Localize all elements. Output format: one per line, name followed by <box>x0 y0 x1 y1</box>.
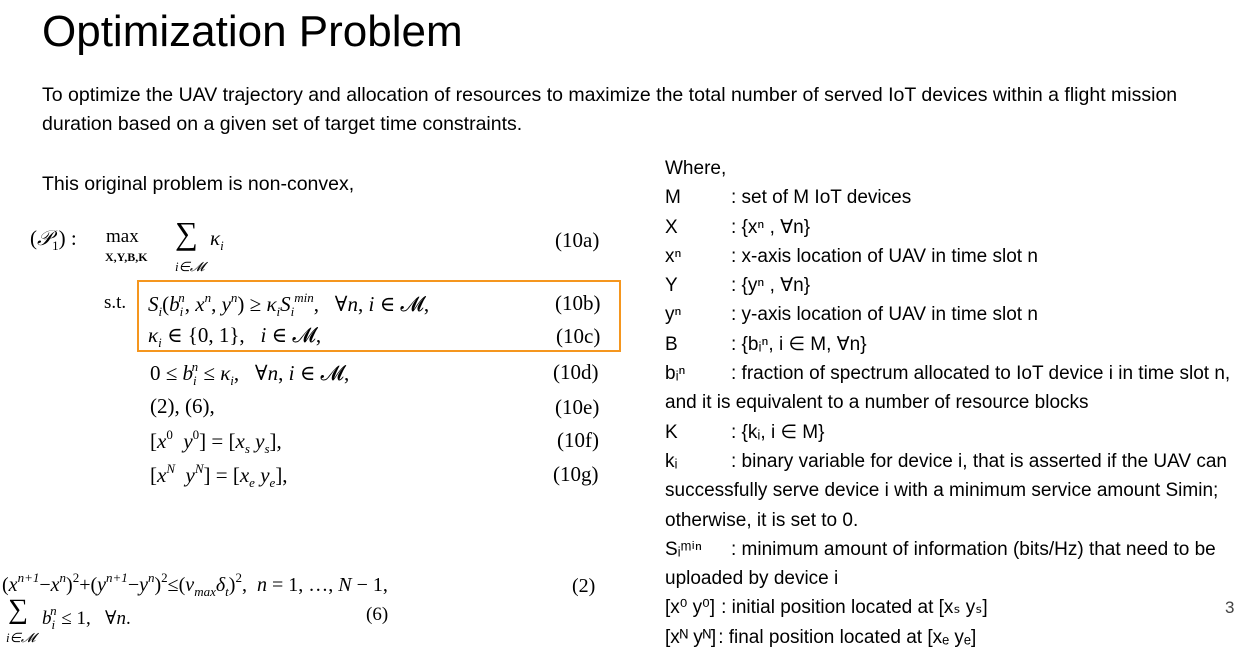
objective-term: $\kappa_i$ <box>210 226 224 253</box>
def-desc: : {bᵢⁿ, i ∈ M, ∀n} <box>731 333 867 355</box>
sum-index: i∈𝓜 <box>6 630 36 645</box>
definition-item <box>665 300 1245 329</box>
definitions-heading: Where, <box>665 158 727 179</box>
definition-item <box>665 271 1245 300</box>
sum-index: i∈𝓜 <box>175 259 205 274</box>
nonconvex-note: This original problem is non-convex, <box>42 173 355 195</box>
def-symbol: B <box>665 333 678 355</box>
sum-symbol: ∑ <box>8 594 28 625</box>
constraint-10c: $\kappa_i$ ∈ {0, 1}, i ∈ 𝓜, <box>148 323 322 350</box>
definition-item <box>665 242 1245 271</box>
eq-number: (10c) <box>556 324 601 348</box>
slide-title: Optimization Problem <box>42 7 463 56</box>
eq-number: (10g) <box>553 462 599 486</box>
constraint-10b: $S_i(b_i^n$, $x^n$, $y^n) \ge \kappa_iS_i^{min}$, ∀n, i ∈ 𝓜, <box>148 290 430 319</box>
def-symbol: K <box>665 421 678 443</box>
def-desc: : {yⁿ , ∀n} <box>731 275 811 297</box>
def-symbol: M <box>665 187 681 209</box>
def-symbol: [x⁰ y⁰] <box>665 597 716 619</box>
def-desc: : set of M IoT devices <box>731 187 912 209</box>
eq-number: (10a) <box>555 228 600 252</box>
sum-symbol: ∑ <box>175 215 198 251</box>
def-symbol: xⁿ <box>665 245 682 267</box>
definition-item <box>665 418 1245 447</box>
equation-2: $(x^{n+1}-x^n)^2+(y^{n+1}-y^n)^2\le(v_{max}\delta_t)^2$, n = 1, …, N − 1, <box>2 570 388 599</box>
def-desc: : y-axis location of UAV in time slot n <box>731 304 1038 326</box>
problem-label: (𝒫$_1$) : <box>30 226 77 253</box>
eq-number: (10f) <box>557 428 599 452</box>
def-symbol: X <box>665 216 678 238</box>
page-number: 3 <box>1225 598 1235 617</box>
definition-item <box>665 213 1245 242</box>
def-symbol: [xᴺ yᴺ] <box>665 626 717 648</box>
constraint-10g: [$x^N$ $y^N] = [x_e$ $y_e$], <box>150 461 288 490</box>
def-desc: : fraction of spectrum allocated to IoT device i in time slot n, and it is equivalent to a number of resource blocks <box>665 363 1231 414</box>
constraint-10d: $0 \le b_i^n \le \kappa_i$, ∀n, i ∈ 𝓜, <box>150 359 350 388</box>
equation-6: $b_i^n \le 1$, ∀n. <box>42 603 131 632</box>
def-symbol: kᵢ <box>665 450 678 472</box>
def-desc: : {xⁿ , ∀n} <box>731 216 811 238</box>
eq-number: (10e) <box>555 395 600 419</box>
def-desc: : minimum amount of information (bits/Hz) that need to be uploaded by device i <box>665 538 1216 590</box>
objective-max: max <box>106 226 139 247</box>
def-desc: : binary variable for device i, that is asserted if the UAV can successfully serve device i with a minimum service amount Simin; otherwise, it is set to 0. <box>665 450 1227 531</box>
constraint-10f: [$x^0$ $y^0] = [x_s$ $y_s$], <box>150 427 282 456</box>
eq-number: (10b) <box>555 291 601 315</box>
constraint-10e: (2), (6), <box>150 394 215 418</box>
objective-variables: X,Y,B,K <box>105 250 148 264</box>
definition-item <box>665 593 1245 622</box>
def-desc: : final position located at [xₑ yₑ] <box>718 626 977 648</box>
st-label: s.t. <box>104 292 127 313</box>
def-desc: : {kᵢ, i ∈ M} <box>731 421 825 443</box>
definition-item <box>665 183 1245 212</box>
eq-number: (2) <box>572 575 596 597</box>
def-symbol: yⁿ <box>665 304 682 326</box>
definition-item <box>665 330 1245 359</box>
eq-number: (6) <box>366 604 389 625</box>
def-symbol: bᵢⁿ <box>665 363 686 385</box>
eq-number: (10d) <box>553 360 599 384</box>
def-desc: : x-axis location of UAV in time slot n <box>731 245 1038 267</box>
definition-item <box>665 447 1245 535</box>
def-symbol: Sᵢᵐⁱⁿ <box>665 538 702 560</box>
def-symbol: Y <box>665 275 678 297</box>
def-desc: : initial position located at [xₛ yₛ] <box>721 597 988 619</box>
definition-item <box>665 535 1245 594</box>
intro-paragraph: To optimize the UAV trajectory and allocation of resources to maximize the total number of served IoT devices within a flight mission duration based on a given set of target time constraints. <box>42 84 1178 135</box>
definition-item <box>665 359 1245 418</box>
definitions-list <box>665 154 1245 652</box>
